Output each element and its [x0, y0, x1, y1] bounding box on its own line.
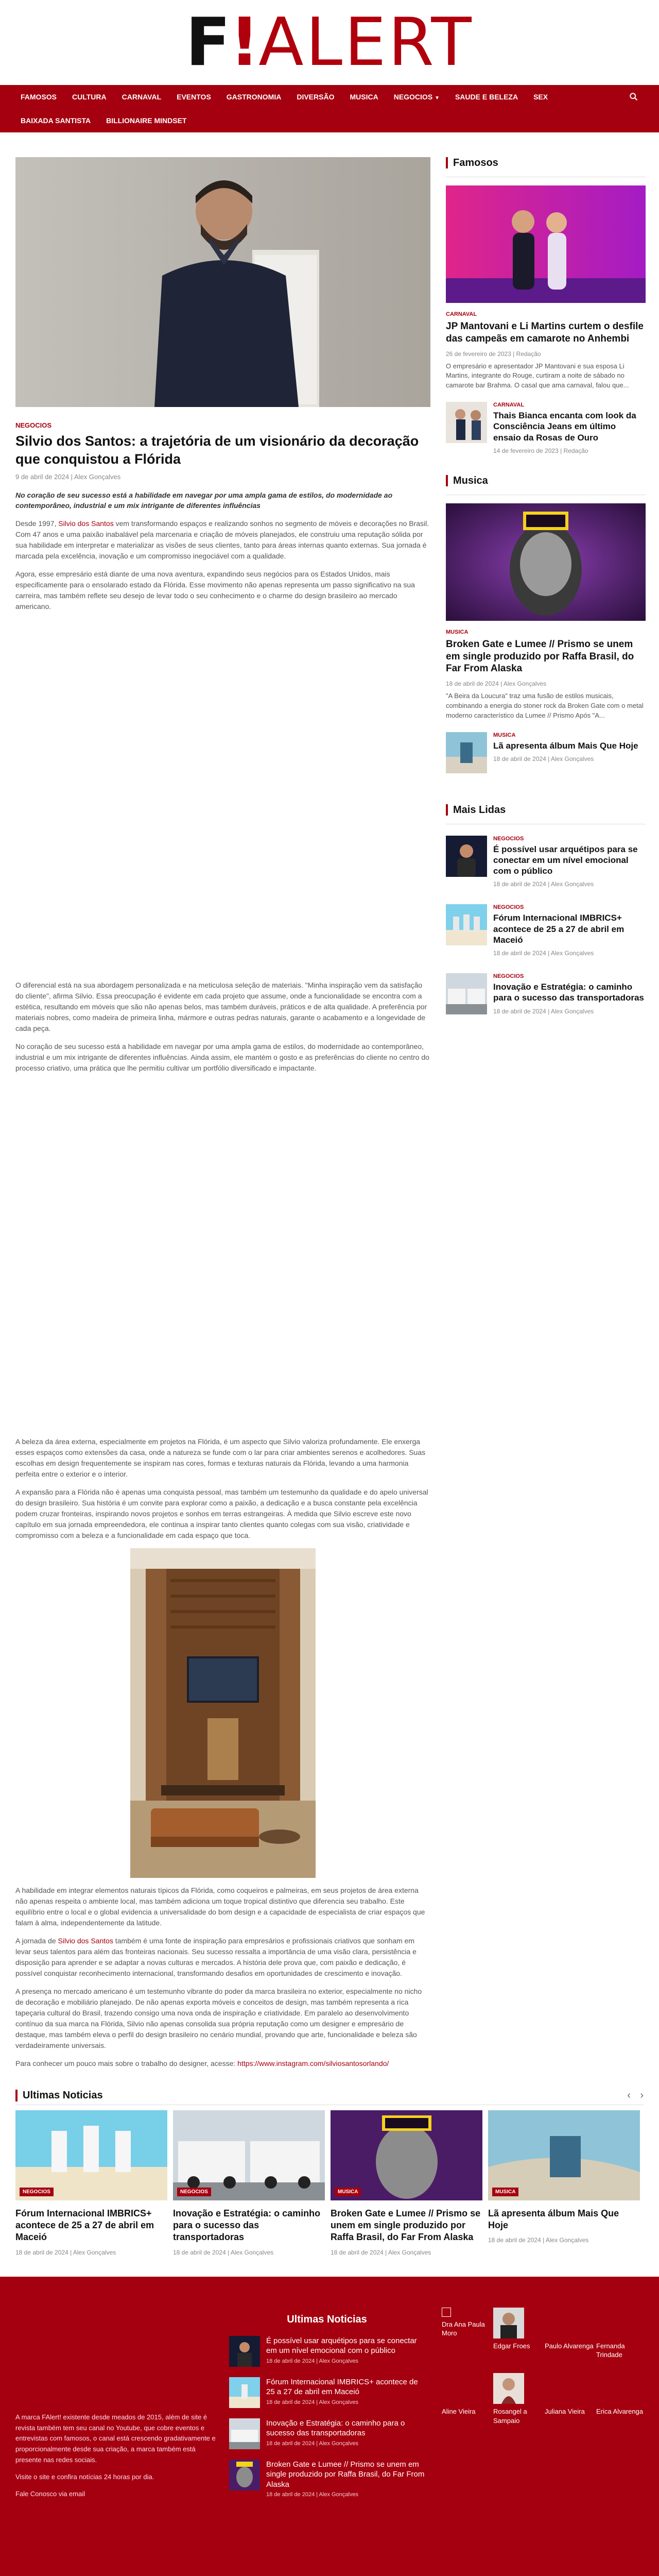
musica-main-meta: 18 de abril de 2024 | Alex Gonçalves — [446, 680, 547, 688]
famosos-main-meta: 26 de fevereiro de 2023 | Redação — [446, 350, 541, 358]
person-card[interactable] — [493, 2308, 545, 2360]
musica-main-category[interactable]: MUSICA — [446, 629, 469, 635]
footer-news-item[interactable] — [229, 2377, 425, 2408]
news-card-title[interactable]: Fórum Internacional IMBRICS+ acontece de 25 a 27 de abril em Maceió — [15, 2208, 154, 2243]
nav-item-musica[interactable]: MUSICA — [350, 93, 378, 101]
news-card-badge: MUSICA — [492, 2188, 518, 2196]
footer-news-meta: 18 de abril de 2024 | Alex Gonçalves — [266, 2440, 358, 2447]
embed-blank — [15, 1074, 430, 1429]
news-card-badge: NEGOCIOS — [177, 2188, 211, 2196]
footer-ultimas-heading: Ultimas Noticias — [287, 2313, 367, 2325]
embed-blank — [15, 612, 430, 973]
ultimas-heading: Ultimas Noticias — [15, 2090, 103, 2102]
person-card[interactable] — [596, 2308, 648, 2360]
famosos-small-thumb — [446, 402, 487, 443]
news-card-image — [331, 2110, 482, 2200]
nav-item-baixada-santista[interactable]: BAIXADA SANTISTA — [21, 116, 91, 125]
nav-item-gastronomia[interactable]: GASTRONOMIA — [226, 93, 282, 101]
news-card-meta: 18 de abril de 2024 | Alex Gonçalves — [488, 2236, 589, 2244]
article-interior-photo — [130, 1548, 316, 1878]
nav-item-negocios[interactable] — [394, 93, 440, 101]
nav-item-diversao[interactable]: DIVERSÃO — [297, 93, 335, 101]
nav-row-1 — [21, 85, 638, 109]
mais-lidas-thumb — [446, 836, 487, 877]
article-paragraph: Para conhecer um pouco mais sobre o trabalho do designer, acesse: https://www.instagram.com/silviosantosorlando/ — [15, 2059, 389, 2067]
footer — [0, 2277, 659, 2576]
person-name: Paulo Alvarenga — [545, 2342, 594, 2350]
mais-lidas-title[interactable]: Inovação e Estratégia: o caminho para o sucesso das transportadoras — [493, 982, 644, 1003]
musica-small-meta: 18 de abril de 2024 | Alex Gonçalves — [493, 755, 594, 762]
nav-item-negocios-label: NEGOCIOS — [393, 93, 433, 101]
musica-small-item[interactable] — [446, 732, 646, 773]
article-category[interactable]: NEGOCIOS — [15, 421, 52, 429]
article-paragraph: A presença no mercado americano é um testemunho vibrante do poder da marca brasileira no exterior, especialmente no nicho de decoração e mobiliário planejado. De não apenas exporta móveis e conceitos de design, mas também representa a rica tapeçaria cultural do Brasil, trazendo consigo uma nova onda de inspiração e criatividade. Em paralelo ao desenvolvimento contínuo da sua marca na Flórida, Silvio não apenas consolida sua própria reputação como um designer e empresário de destaque, mas também eleva o perfil do design brasileiro no cenário mundial, provando que arte, funcionalidade e beleza são verdadeiramente universais. — [15, 1987, 422, 2049]
footer-news-title[interactable]: Broken Gate e Lumee // Prismo se unem em single produzido por Raffa Brasil, do Far From Alaska — [266, 2460, 425, 2489]
silvio-link[interactable]: Silvio dos Santos — [58, 1936, 113, 1945]
person-photo — [442, 2308, 451, 2317]
person-card[interactable] — [596, 2373, 648, 2425]
famosos-main-excerpt: O empresário e apresentador JP Mantovani e sua esposa Li Martins, integrante do Rouge, curtiram a noite de sábado no camarote bar Brahma. O casal que ama carnaval, falou que... — [446, 362, 629, 389]
nav-item-famosos[interactable]: FAMOSOS — [21, 93, 57, 101]
article-paragraph: No coração de seu sucesso está a habilidade em navegar por uma ampla gama de estilos, do modernidade ao contemporâneo, industrial e um mix intrigante de diferentes influências. Ainda assim, ele mantém o gosto e as preferências do cliente no centro do processo criativo, uma prática que lhe permitiu cultivar um portfólio diversificado e impactante. — [15, 1042, 429, 1072]
article-paragraph: A habilidade em integrar elementos naturais típicos da Flórida, como coqueiros e palmeiras, em seus projetos de área externa não apenas respeita o ambiente local, mas também adiciona um toque tropical distintivo que diferencia seu trabalho. Este equilíbrio entre o local e o global evidencia a universalidade do bom design e a capacidade de especialista de criar espaços que falam à alma, independentemente da latitude. — [15, 1886, 425, 1927]
footer-news-thumb — [229, 2418, 260, 2449]
sidebar-heading-musica: Musica — [446, 475, 646, 486]
nav-item-saude-e-beleza[interactable]: SAUDE E BELEZA — [455, 93, 518, 101]
famosos-small-meta: 14 de fevereiro de 2023 | Redação — [493, 447, 588, 454]
news-card-meta: 18 de abril de 2024 | Alex Gonçalves — [173, 2248, 274, 2256]
article-paragraph: O diferencial está na sua abordagem personalizada e na meticulosa seleção de materiais. "Minha inspiração vem da satisfação do cliente", afirma Silvio. Essa preocupação é evidente em cada projeto que assume, onde a funcionalidade se encontra com a estética, resultando em móveis que são não apenas belos, mas também duráveis, práticos e de alta qualidade. A preferência por materiais nobres, como madeira de primeira linha, mármore e outras pedras naturais, garante o acabamento e a longevidade de cada peça. — [15, 980, 427, 1032]
ultimas-noticias — [0, 2090, 659, 2256]
chevron-left-icon[interactable]: ‹ — [627, 2089, 631, 2101]
famosos-small-category[interactable]: CARNAVAL — [493, 402, 525, 409]
news-card-badge: NEGOCIOS — [20, 2188, 54, 2196]
article-paragraph: A jornada de Silvio dos Santos também é uma fonte de inspiração para empresários e profissionais criativos que sonham em levar seus talentos para além das fronteiras nacionais. Seu sucesso ressalta a importância de uma visão clara, persistência e disposição para aprender e se adaptar a novas culturas e mercados. A história dele prova que, com paixão e dedicação, é possível conquistar reconhecimento internacional, transformando desafios em oportunidades de crescimento e inovação. — [15, 1936, 417, 1977]
person-name: Rosangel a Sampaio — [493, 2407, 527, 2425]
musica-small-category[interactable]: MUSICA — [493, 732, 516, 738]
mais-lidas-title[interactable]: É possível usar arquétipos para se conectar em um nível emocional com o público — [493, 844, 638, 876]
footer-ultimas — [229, 2314, 425, 2509]
search-icon[interactable] — [629, 92, 638, 101]
mais-lidas-meta: 18 de abril de 2024 | Alex Gonçalves — [493, 950, 594, 957]
mais-lidas-item[interactable] — [446, 836, 646, 888]
mais-lidas-thumb — [446, 904, 487, 945]
famosos-small-item[interactable] — [446, 402, 646, 454]
mais-lidas-item[interactable] — [446, 973, 646, 1015]
footer-news-thumb — [229, 2377, 260, 2408]
person-name: Aline Vieira — [442, 2407, 476, 2415]
person-name: Erica Alvarenga — [596, 2407, 644, 2415]
footer-news-meta: 18 de abril de 2024 | Alex Gonçalves — [266, 2399, 358, 2405]
site-header — [0, 0, 659, 85]
footer-news-title[interactable]: Inovação e Estratégia: o caminho para o sucesso das transportadoras — [266, 2418, 405, 2438]
person-card[interactable] — [442, 2373, 493, 2425]
mais-lidas-thumb — [446, 973, 487, 1014]
news-card[interactable] — [488, 2110, 640, 2256]
main-content — [0, 132, 659, 2069]
person-photo — [493, 2373, 524, 2404]
famosos-small-title[interactable]: Thais Bianca encanta com look da Consciência Jeans em último ensaio da Rosas de Ouro — [493, 411, 636, 443]
logo-f: F — [185, 4, 230, 81]
footer-news-thumb — [229, 2336, 260, 2367]
nav-item-eventos[interactable]: EVENTOS — [177, 93, 211, 101]
person-name: Juliana Vieira — [545, 2407, 585, 2415]
nav-item-sex[interactable]: SEX — [533, 93, 548, 101]
sidebar — [446, 132, 646, 2069]
news-card[interactable] — [173, 2110, 325, 2256]
musica-main-image[interactable] — [446, 503, 646, 621]
article-title: Silvio dos Santos: a trajetória de um visionário da decoração que conquistou a Flórida — [15, 433, 419, 467]
footer-about-text: A marca FAlert! existente desde meados de 2015, além de site é revista também tem seu canal no Youtube, que cobre eventos e entrevistas com famosos, o canal está crescendo gradativamente e proporcionalmente desde sua criação, a marca também está presente nas redes sociais. — [15, 2413, 216, 2464]
footer-contact-text: Visite o site e confira notícias 24 horas por dia. — [15, 2472, 154, 2481]
nav-item-carnaval[interactable]: CARNAVAL — [122, 93, 162, 101]
article-paragraph: Desde 1997, Silvio dos Santos vem transformando espaços e realizando sonhos no segmento de móveis e decorações no Brasil. Com 47 anos e uma paixão inabalável pela marcenaria e criação de móveis planejados, ele construiu uma reputação sólida por sua habilidade em interpretar e materializar as visões de seus clientes, tanto para áreas internas quanto externas. Sua jornada é marcada pela excelência, inovação e um compromisso inegociável com a qualidade. — [15, 519, 429, 560]
footer-news-item[interactable] — [229, 2460, 425, 2498]
chevron-right-icon[interactable]: › — [640, 2089, 644, 2101]
news-card-title[interactable]: Broken Gate e Lumee // Prismo se unem em single produzido por Raffa Brasil, do Far From Alaska — [331, 2208, 481, 2243]
news-card-badge: MUSICA — [335, 2188, 361, 2196]
person-name: Fernanda Trindade — [596, 2342, 625, 2359]
famosos-main-category[interactable]: CARNAVAL — [446, 311, 477, 317]
person-name: Edgar Froes — [493, 2342, 530, 2350]
famosos-main-image[interactable] — [446, 185, 646, 303]
mais-lidas-meta: 18 de abril de 2024 | Alex Gonçalves — [493, 1007, 594, 1015]
sidebar-heading-mais-lidas: Mais Lidas — [446, 804, 646, 816]
article-paragraph: Agora, esse empresário está diante de uma nova aventura, expandindo seus negócios para os Estados Unidos, mais especificamente para o ensolarado estado da Flórida. Esse movimento não apenas representa um passo significativo na sua carreira, mas também reflete seu desejo de levar todo o seu conhecimento e o charme do design brasileiro ao mercado americano. — [15, 569, 415, 611]
mais-lidas-meta: 18 de abril de 2024 | Alex Gonçalves — [493, 880, 594, 888]
mais-lidas-item[interactable] — [446, 904, 646, 957]
article-paragraph: A expansão para a Flórida não é apenas uma conquista pessoal, mas também um testemunho da qualidade e do apelo universal do design brasileiro. Sua história é um convite para explorar como a paixão, a dedicação e a busca constante pela excelência podem cruzar fronteiras, inspirando novos projetos e sonhos em terras estrangeiras. À medida que Silvio escreve este novo capítulo em sua jornada empreendedora, ele continua a inspirar tanto clientes quanto colegas com sua visão, criatividade e compromisso com a beleza e a funcionalidade em cada espaço que toca. — [15, 1487, 428, 1539]
news-card-image — [15, 2110, 167, 2200]
article-lead: No coração de seu sucesso está a habilidade em navegar por uma ampla gama de estilos, do modernidade ao contemporâneo, industrial e um mix intrigante de diferentes influências — [15, 491, 393, 510]
musica-main-excerpt: "A Beira da Loucura" traz uma fusão de estilos musicais, combinando a energia do stoner rock da Broken Gate com o metal moderno característico da Lumee // Prismo Após "A... — [446, 692, 644, 719]
person-photo — [493, 2308, 524, 2338]
person-card[interactable] — [442, 2308, 493, 2360]
news-card-title[interactable]: Lã apresenta álbum Mais Que Hoje — [488, 2208, 619, 2231]
musica-main-title[interactable]: Broken Gate e Lumee // Prismo se unem em single produzido por Raffa Brasil, do Far From Alaska — [446, 638, 634, 674]
news-card-image — [488, 2110, 640, 2200]
news-card-meta: 18 de abril de 2024 | Alex Gonçalves — [15, 2248, 116, 2256]
footer-news-meta: 18 de abril de 2024 | Alex Gonçalves — [266, 2492, 358, 2498]
mais-lidas-category[interactable]: NEGOCIOS — [493, 904, 524, 911]
mais-lidas-category[interactable]: NEGOCIOS — [493, 973, 524, 980]
footer-news-title[interactable]: Fórum Internacional IMBRICS+ acontece de 25 a 27 de abril em Maceió — [266, 2377, 418, 2397]
person-card[interactable] — [545, 2308, 596, 2360]
footer-news-meta: 18 de abril de 2024 | Alex Gonçalves — [266, 2358, 358, 2364]
footer-about — [15, 2412, 216, 2506]
news-card[interactable] — [15, 2110, 167, 2256]
silvio-link[interactable]: Silvio dos Santos — [58, 519, 114, 528]
person-name: Dra Ana Paula Moro — [442, 2320, 485, 2337]
site-logo[interactable] — [185, 4, 474, 81]
logo-exclamation: ! — [229, 4, 259, 81]
logo-alert: ALERT — [258, 4, 474, 81]
famosos-main-title[interactable]: JP Mantovani e Li Martins curtem o desfile das campeãs em camarote no Anhembi — [446, 321, 644, 344]
sidebar-heading-famosos: Famosos — [446, 157, 646, 168]
person-card[interactable] — [545, 2373, 596, 2425]
news-card[interactable] — [331, 2110, 482, 2256]
nav-item-billionaire-mindset[interactable]: BILLIONAIRE MINDSET — [106, 116, 187, 125]
chevron-down-icon: ▼ — [435, 95, 440, 101]
news-card-title[interactable]: Inovação e Estratégia: o caminho para o sucesso das transportadoras — [173, 2208, 321, 2243]
musica-small-thumb — [446, 732, 487, 773]
main-nav — [0, 85, 659, 132]
article-hero-image — [15, 157, 430, 407]
news-card-meta: 18 de abril de 2024 | Alex Gonçalves — [331, 2248, 431, 2256]
mais-lidas-category[interactable]: NEGOCIOS — [493, 835, 524, 842]
footer-news-title[interactable]: É possível usar arquétipos para se conectar em um nível emocional com o público — [266, 2336, 417, 2355]
nav-item-cultura[interactable]: CULTURA — [72, 93, 107, 101]
mais-lidas-title[interactable]: Fórum Internacional IMBRICS+ acontece de 25 a 27 de abril em Maceió — [493, 913, 625, 945]
instagram-link[interactable]: https://www.instagram.com/silviosantosorlando/ — [237, 2059, 389, 2067]
nav-row-2 — [21, 109, 638, 132]
musica-small-title[interactable]: Lã apresenta álbum Mais Que Hoje — [493, 740, 638, 751]
article-meta: 9 de abril de 2024 | Alex Gonçalves — [15, 473, 121, 481]
footer-people-grid — [442, 2308, 648, 2438]
footer-email-link[interactable]: Fale Conosco via email — [15, 2489, 85, 2498]
news-card-image — [173, 2110, 325, 2200]
article-paragraph: A beleza da área externa, especialmente em projetos na Flórida, é um aspecto que Silvio valoriza profundamente. Ele enxerga esses espaços como extensões da casa, onde a natureza se funde com o lar para criar ambientes serenos e acolhedores. Suas escolhas em design frequentemente se inspiram nas cores, formas e texturas naturais da Flórida, levando a uma harmonia perfeita entre o exterior e o interior. — [15, 1437, 426, 1478]
footer-news-item[interactable] — [229, 2336, 425, 2367]
footer-news-item[interactable] — [229, 2418, 425, 2449]
person-card[interactable] — [493, 2373, 545, 2425]
article — [15, 132, 430, 2069]
footer-news-thumb — [229, 2460, 260, 2490]
